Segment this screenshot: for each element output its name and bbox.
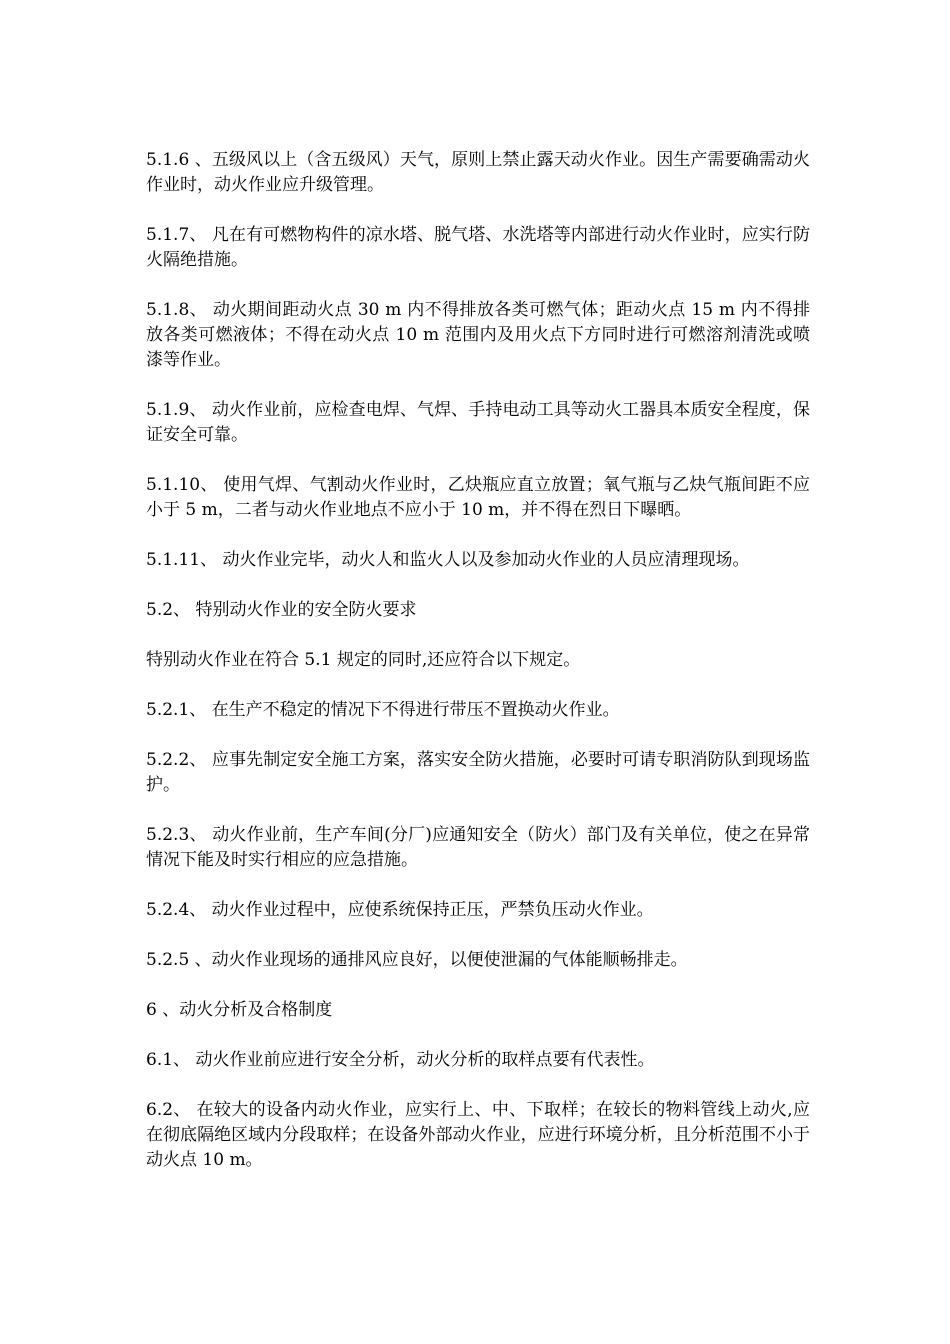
paragraph-5-2-4: 5.2.4、 动火作业过程中，应使系统保持正压，严禁负压动火作业。: [146, 900, 654, 920]
paragraph-5-1-11: 5.1.11、 动火作业完毕，动火人和监火人以及参加动火作业的人员应清理现场。: [146, 550, 750, 570]
paragraph-5-2-intro: 特别动火作业在符合 5.1 规定的同时,还应符合以下规定。: [146, 650, 581, 670]
paragraph-5-2-1: 5.2.1、 在生产不稳定的情况下不得进行带压不置换动火作业。: [146, 700, 620, 720]
section-heading-5-2: 5.2、 特别动火作业的安全防火要求: [146, 600, 417, 620]
paragraph-6-2: 6.2、 在较大的设备内动火作业，应实行上、中、下取样；在较长的物料管线上动火,应在彻底隔绝区域内分段取样；在设备外部动火作业，应进行环境分析，且分析范围不小于动火点 10 m。: [146, 1100, 810, 1170]
document-body: [146, 148, 810, 1198]
paragraph-6-1: 6.1、 动火作业前应进行安全分析，动火分析的取样点要有代表性。: [146, 1050, 655, 1070]
paragraph-5-2-3: 5.2.3、 动火作业前，生产车间(分厂)应通知安全（防火）部门及有关单位，使之在异常情况下能及时实行相应的应急措施。: [146, 825, 810, 870]
section-heading-6: 6 、动火分析及合格制度: [146, 1000, 333, 1020]
paragraph-5-1-7: 5.1.7、 凡在有可燃物构件的凉水塔、脱气塔、水洗塔等内部进行动火作业时，应实行防火隔绝措施。: [146, 225, 810, 270]
paragraph-5-1-6: 5.1.6 、五级风以上（含五级风）天气，原则上禁止露天动火作业。因生产需要确需动火作业时，动火作业应升级管理。: [146, 150, 810, 195]
paragraph-5-2-5: 5.2.5 、动火作业现场的通排风应良好，以便使泄漏的气体能顺畅排走。: [146, 950, 688, 970]
paragraph-5-1-9: 5.1.9、 动火作业前，应检查电焊、气焊、手持电动工具等动火工器具本质安全程度，保证安全可靠。: [146, 400, 810, 445]
paragraph-5-1-8: 5.1.8、 动火期间距动火点 30 m 内不得排放各类可燃气体；距动火点 15 m 内不得排放各类可燃液体；不得在动火点 10 m 范围内及用火点下方同时进行可燃溶剂清洗或喷漆等作业。: [146, 300, 810, 370]
paragraph-5-2-2: 5.2.2、 应事先制定安全施工方案，落实安全防火措施，必要时可请专职消防队到现场监护。: [146, 750, 810, 795]
paragraph-5-1-10: 5.1.10、 使用气焊、气割动火作业时，乙炔瓶应直立放置；氧气瓶与乙炔气瓶间距不应小于 5 m，二者与动火作业地点不应小于 10 m，并不得在烈日下曝晒。: [146, 475, 810, 520]
